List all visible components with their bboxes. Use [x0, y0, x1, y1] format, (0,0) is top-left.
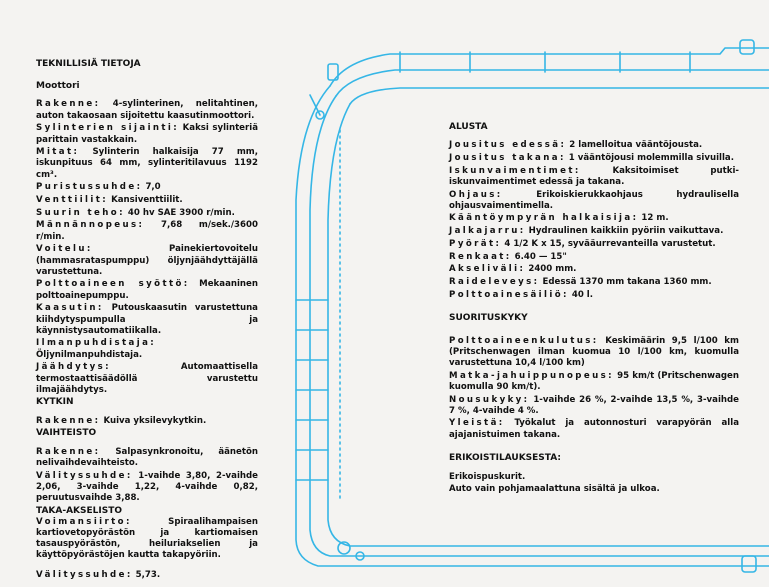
- spec-entry: Rakenne: 4-sylinterinen, nelitahtinen, auton takaosaan sijoitettu kaasutinmoottori.: [36, 99, 258, 121]
- spec-entry: Välityssuhde: 5,73.: [36, 570, 161, 581]
- spec-entry: Välityssuhde: 1-vaihde 3,80, 2-vaihde 2,06, 3-vaihde 1,22, 4-vaihde 0,82, peruutusvaihde 3,88.: [36, 470, 258, 503]
- section-heading: ERIKOISTILAUKSESTA:: [449, 453, 561, 464]
- section-heading: TAKA-AKSELISTO: [36, 505, 123, 516]
- spec-entry: Puristussuhde: 7,0: [36, 182, 161, 193]
- spec-entry: Nousukyky: 1-vaihde 26 %, 2-vaihde 13,5 %, 3-vaihde 7 %, 4-vaihde 4 %.: [449, 394, 739, 416]
- spec-entry: Raideleveys: Edessä 1370 mm takana 1360 mm.: [449, 276, 712, 287]
- spec-entry: Jousitus takana: 1 vääntöjousi molemmilla sivuilla.: [449, 152, 734, 163]
- spec-entry: Ohjaus: Erikoiskierukkaohjaus hydraulisella ohjausvaimentimella.: [449, 189, 739, 211]
- spec-entry: Iskunvaimentimet: Kaksitoimiset putki-iskunvaimentimet edessä ja takana.: [449, 165, 739, 187]
- spec-entry: Jousitus edessä: 2 lamelloitua vääntöjousta.: [449, 140, 703, 151]
- spec-entry: Voimansiirto: Spiraalihampaisen kartiovetopyörästön ja kartiomaisen tasauspyörästön, heiluriakselien ja käyttöpyörästöjen kautta takapyöriin.: [36, 516, 258, 561]
- spec-entry: Polttoainesäiliö: 40 l.: [449, 289, 594, 300]
- spec-entry: Venttiilit: Kansiventtiilit.: [36, 195, 183, 206]
- spec-entry: Renkaat: 6.40 — 15": [449, 251, 567, 262]
- spec-entry: Rakenne: Salpasynkronoitu, äänetön nelivaihdevaihteisto.: [36, 446, 258, 468]
- spec-entry: Suurin teho: 40 hv SAE 3900 r/min.: [36, 207, 235, 218]
- spec-entry: Rakenne: Kuiva yksilevykytkin.: [36, 415, 207, 426]
- spec-line: Erikoispuskurit.: [449, 471, 526, 482]
- spec-entry: Pyörät: 4 1/2 K x 15, syvääurrevanteilla varustetut.: [449, 238, 716, 249]
- spec-entry: Jalkajarru: Hydraulinen kaikkiin pyöriin vaikuttava.: [449, 226, 724, 237]
- section-heading: SUORITUSKYKY: [449, 313, 528, 324]
- section-heading: VAIHTEISTO: [36, 428, 97, 439]
- left-column: [36, 59, 258, 583]
- spec-entry: Matka-jahuippunopeus: 95 km/t (Pritschenwagen kuomulla 90 km/t).: [449, 370, 739, 392]
- section-heading: Moottori: [36, 81, 80, 92]
- right-column: [449, 122, 739, 497]
- section-heading: KYTKIN: [36, 397, 74, 408]
- section-heading: ALUSTA: [449, 122, 488, 132]
- spec-line: Auto vain pohjamaalattuna sisältä ja ulkoa.: [449, 484, 660, 495]
- spec-entry: Sylinterien sijainti: Kaksi sylinteriä parittain vastakkain.: [36, 123, 258, 145]
- spec-entry: Männännopeus: 7,68 m/sek./3600 r/min.: [36, 220, 258, 242]
- spec-entry: Ilmanpuhdistaja: Öljynilmanpuhdistaja.: [36, 338, 157, 360]
- document-title: TEKNILLISIÄ TIETOJA: [36, 59, 141, 69]
- spec-entry: Kääntöympyrän halkaisija: 12 m.: [449, 213, 669, 224]
- spec-entry: Jäähdytys: Automaattisella termostaattisäädöllä varustettu ilmajäähdytys.: [36, 362, 258, 395]
- spec-entry: Kaasutin: Putouskaasutin varustettuna kiihdytyspumpulla ja käynnistysautomatiikalla.: [36, 303, 258, 336]
- spec-entry: Voitelu: Painekiertovoitelu (hammasrataspumppu) öljynjäähdyttäjällä varustettuna.: [36, 244, 258, 277]
- spec-entry: Akseliväli: 2400 mm.: [449, 264, 577, 275]
- spec-entry: Polttoaineenkulutus: Keskimäärin 9,5 l/100 km (Pritschenwagen ilman kuomua 10 l/100 km, kuomulla varustettuna 10,4 l/100 km): [449, 335, 739, 368]
- spec-entry: Mitat: Sylinterin halkaisija 77 mm, iskunpituus 64 mm, sylinteritilavuus 1192 cm³.: [36, 147, 258, 180]
- spec-entry: Yleistä: Työkalut ja autonnosturi varapyörän alla ajajanistuimen takana.: [449, 418, 739, 440]
- spec-entry: Polttoaineen syöttö: Mekaaninen polttoainepumppu.: [36, 279, 258, 301]
